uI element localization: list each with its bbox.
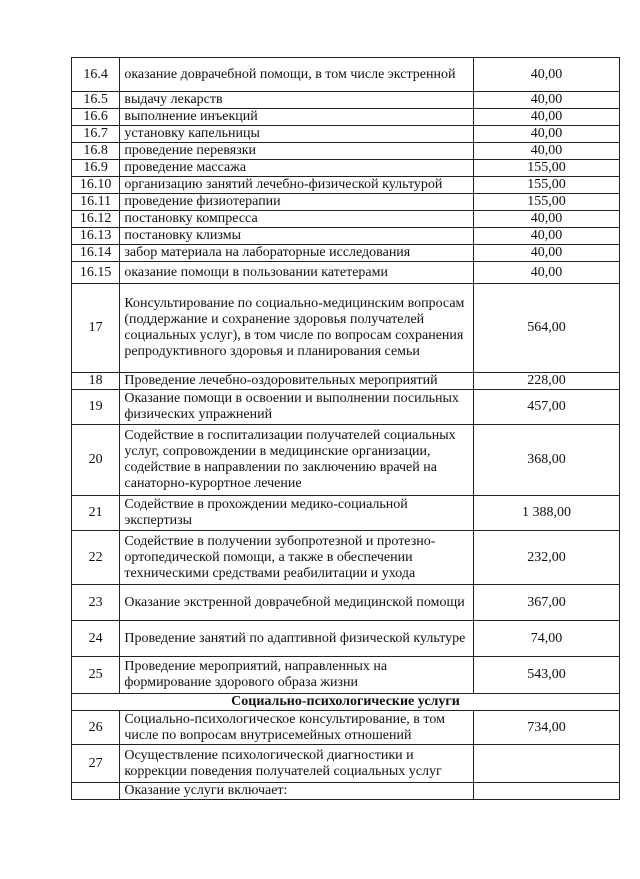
row-number: 19 [72, 390, 120, 425]
row-price: 368,00 [473, 425, 619, 496]
row-description: Оказание услуги включает: [120, 783, 474, 800]
row-description: постановку компресса [120, 211, 474, 228]
table-row [72, 109, 620, 126]
row-description: постановку клизмы [120, 228, 474, 245]
row-price: 155,00 [473, 160, 619, 177]
row-description: Осуществление психологической диагностики и коррекции поведения получателей социальных услуг [120, 745, 474, 783]
row-number [72, 783, 120, 800]
row-number: 27 [72, 745, 120, 783]
row-description: Оказание экстренной доврачебной медицинской помощи [120, 585, 474, 621]
row-number: 16.9 [72, 160, 120, 177]
table-row [72, 783, 620, 800]
row-description: Содействие в госпитализации получателей социальных услуг, сопровождении в медицинские организации, содействие в направлении по заключению врачей на санаторно-курортное лечение [120, 425, 474, 496]
row-number: 16.4 [72, 58, 120, 92]
table-row [72, 284, 620, 373]
table-row [72, 58, 620, 92]
table-row [72, 92, 620, 109]
row-description: проведение физиотерапии [120, 194, 474, 211]
table-row [72, 262, 620, 284]
table-row [72, 745, 620, 783]
row-price: 40,00 [473, 92, 619, 109]
row-price: 40,00 [473, 143, 619, 160]
row-price: 367,00 [473, 585, 619, 621]
row-price: 155,00 [473, 177, 619, 194]
row-price: 734,00 [473, 711, 619, 745]
table-row [72, 425, 620, 496]
row-number: 16.14 [72, 245, 120, 262]
row-price [473, 745, 619, 783]
row-number: 16.11 [72, 194, 120, 211]
row-description: Консультирование по социально-медицинским вопросам (поддержание и сохранение здоровья получателей социальных услуг), в том числе по вопросам сохранения репродуктивного здоровья и планирования семьи [120, 284, 474, 373]
row-number: 25 [72, 657, 120, 694]
row-price: 543,00 [473, 657, 619, 694]
row-description: Социально-психологическое консультирование, в том числе по вопросам внутрисемейных отношений [120, 711, 474, 745]
row-number: 22 [72, 531, 120, 585]
row-price [473, 783, 619, 800]
row-price: 155,00 [473, 194, 619, 211]
row-price: 40,00 [473, 262, 619, 284]
row-number: 21 [72, 496, 120, 531]
table-row [72, 143, 620, 160]
row-price: 1 388,00 [473, 496, 619, 531]
row-number: 24 [72, 621, 120, 657]
row-price: 40,00 [473, 109, 619, 126]
row-price: 232,00 [473, 531, 619, 585]
row-description: Проведение занятий по адаптивной физической культуре [120, 621, 474, 657]
services-price-table [71, 57, 620, 800]
row-number: 16.6 [72, 109, 120, 126]
row-description: оказание доврачебной помощи, в том числе экстренной [120, 58, 474, 92]
table-row [72, 621, 620, 657]
table-row [72, 585, 620, 621]
row-description: забор материала на лабораторные исследования [120, 245, 474, 262]
section-title: Социально-психологические услуги [72, 694, 620, 711]
row-description: выдачу лекарств [120, 92, 474, 109]
row-number: 16.5 [72, 92, 120, 109]
table-row [72, 211, 620, 228]
table-row [72, 245, 620, 262]
row-number: 20 [72, 425, 120, 496]
row-description: проведение перевязки [120, 143, 474, 160]
row-number: 16.7 [72, 126, 120, 143]
row-number: 18 [72, 373, 120, 390]
row-price: 457,00 [473, 390, 619, 425]
table-row [72, 531, 620, 585]
table-row [72, 496, 620, 531]
table-row [72, 390, 620, 425]
row-description: Проведение лечебно-оздоровительных мероприятий [120, 373, 474, 390]
row-number: 16.8 [72, 143, 120, 160]
section-header-row [72, 694, 620, 711]
table-row [72, 228, 620, 245]
row-price: 40,00 [473, 228, 619, 245]
row-price: 40,00 [473, 211, 619, 228]
row-number: 23 [72, 585, 120, 621]
row-number: 16.12 [72, 211, 120, 228]
row-description: Оказание помощи в освоении и выполнении посильных физических упражнений [120, 390, 474, 425]
row-description: выполнение инъекций [120, 109, 474, 126]
row-description: организацию занятий лечебно-физической культурой [120, 177, 474, 194]
table-row [72, 373, 620, 390]
row-number: 17 [72, 284, 120, 373]
row-description: оказание помощи в пользовании катетерами [120, 262, 474, 284]
table-row [72, 711, 620, 745]
row-number: 16.10 [72, 177, 120, 194]
row-description: Проведение мероприятий, направленных на формирование здорового образа жизни [120, 657, 474, 694]
row-description: проведение массажа [120, 160, 474, 177]
row-price: 40,00 [473, 126, 619, 143]
row-number: 16.13 [72, 228, 120, 245]
row-description: Содействие в получении зубопротезной и протезно-ортопедической помощи, а также в обеспечении техническими средствами реабилитации и ухода [120, 531, 474, 585]
table-row [72, 177, 620, 194]
row-number: 26 [72, 711, 120, 745]
row-price: 40,00 [473, 58, 619, 92]
row-price: 74,00 [473, 621, 619, 657]
row-price: 228,00 [473, 373, 619, 390]
table-row [72, 160, 620, 177]
row-number: 16.15 [72, 262, 120, 284]
row-price: 40,00 [473, 245, 619, 262]
table-row [72, 657, 620, 694]
row-price: 564,00 [473, 284, 619, 373]
table-row [72, 126, 620, 143]
row-description: Содействие в прохождении медико-социальной экспертизы [120, 496, 474, 531]
table-row [72, 194, 620, 211]
row-description: установку капельницы [120, 126, 474, 143]
